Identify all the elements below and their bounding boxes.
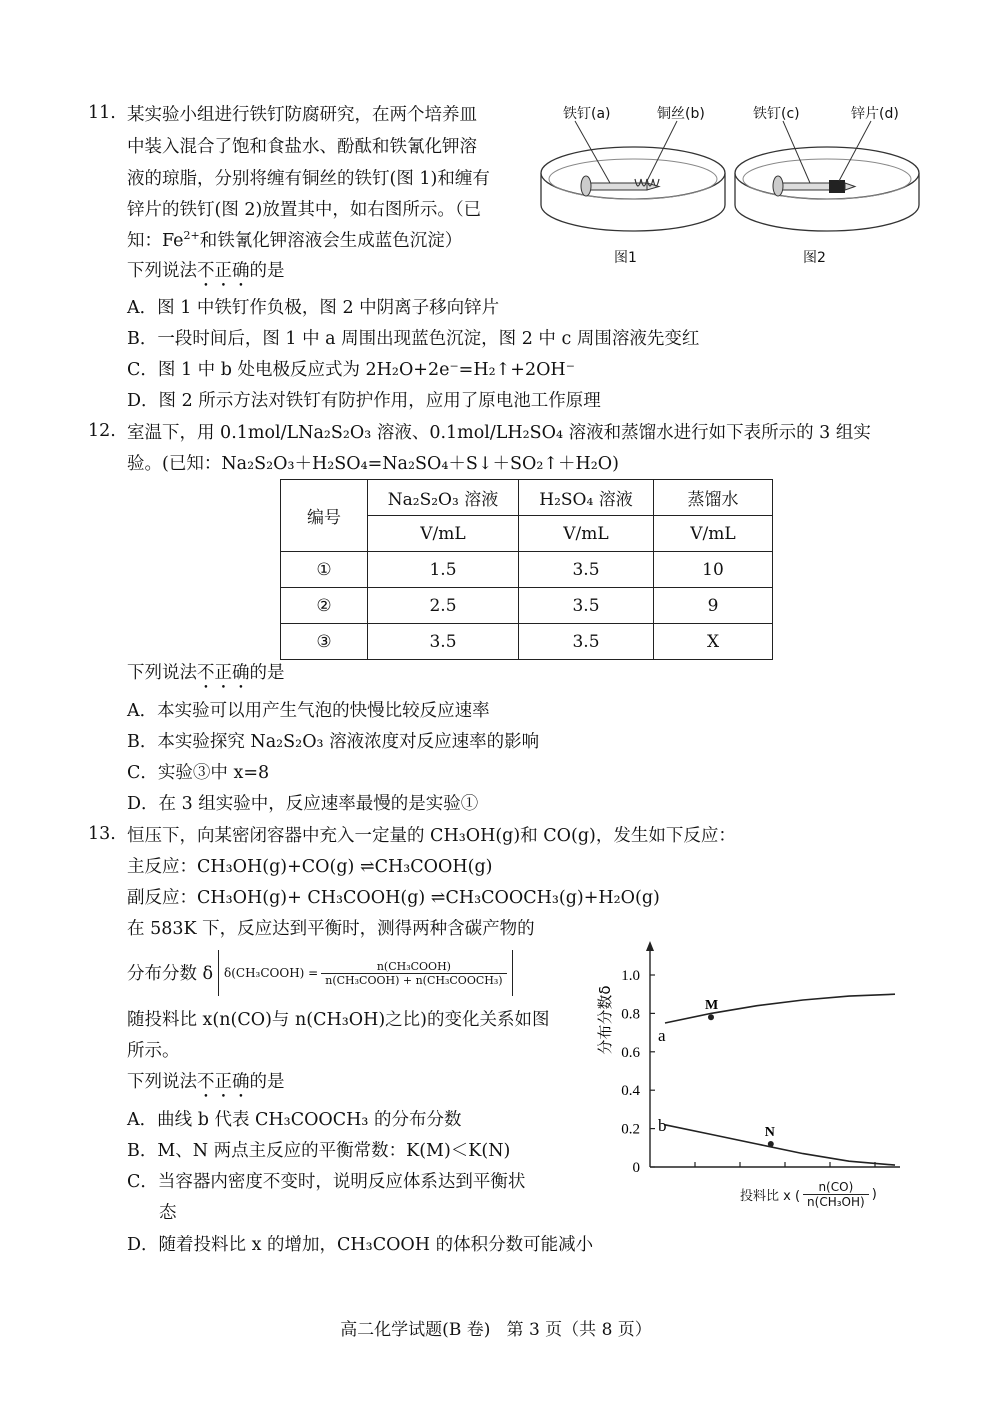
- equilibrium-arrow-icon: ⇌: [430, 888, 446, 908]
- table-unit-2: V/mL: [519, 516, 654, 552]
- q13-option-c-cont: 态: [159, 1203, 177, 1223]
- q11-line-4: 锌片的铁钉(图 2)放置其中，如右图所示。（已: [127, 200, 482, 220]
- q13-option-a: A．曲线 b 代表 CH₃COOCH₃ 的分布分数: [127, 1110, 462, 1130]
- table-col-3: 蒸馏水: [654, 480, 773, 516]
- table-cell: X: [654, 624, 773, 660]
- table-header-row: [281, 480, 773, 516]
- q13-question-pre: 下列说法: [127, 1072, 197, 1092]
- point-N: [768, 1141, 774, 1147]
- q11-question: [127, 259, 285, 291]
- q13-number: 13.: [88, 824, 116, 844]
- table-col-1: Na₂S₂O₃ 溶液: [368, 480, 519, 516]
- q13-line-5: 分布分数 δ: [127, 964, 214, 984]
- x-label-numerator: n(CO): [803, 1180, 869, 1195]
- q13-question-emph: 不正确: [197, 1072, 250, 1092]
- y-tick-label: 0.4: [621, 1083, 640, 1100]
- q13-option-d: D．随着投料比 x 的增加，CH₃COOH 的体积分数可能减小: [127, 1235, 594, 1255]
- y-tick-label: 0.6: [621, 1044, 640, 1061]
- q13-option-b: B．M、N 两点主反应的平衡常数：K(M)＜K(N): [127, 1141, 511, 1161]
- equilibrium-arrow-icon: ⇌: [359, 857, 375, 877]
- petri-dish-2: [735, 121, 919, 231]
- main-reaction-right: CH₃COOH(g): [374, 857, 493, 877]
- q13-question: [127, 1070, 285, 1102]
- x-label-post: ): [871, 1187, 877, 1202]
- q12-table: [280, 479, 773, 660]
- q13-main-reaction: [127, 855, 493, 879]
- q12-option-a: A．本实验可以用产生气泡的快慢比较反应速率: [127, 701, 490, 721]
- q11-question-pre: 下列说法: [127, 261, 197, 281]
- q12-question-post: 的是: [249, 663, 285, 683]
- table-cell: 2.5: [368, 588, 519, 624]
- q13-fraction-box: [218, 950, 513, 996]
- chart-points: [705, 998, 775, 1147]
- q11-line-5-pre: 知：Fe: [127, 231, 184, 251]
- q11-line-5: [127, 229, 462, 253]
- series-line-a: [665, 994, 895, 1023]
- q13-side-reaction: [127, 886, 660, 910]
- fraction-lhs: δ(CH₃COOH) =: [224, 966, 319, 980]
- table-cell: 9: [654, 588, 773, 624]
- q11-number: 11.: [88, 103, 116, 123]
- point-M: [708, 1014, 714, 1020]
- side-reaction-left: 副反应：CH₃OH(g)+ CH₃COOH(g): [127, 888, 431, 908]
- page-footer: 高二化学试题(B 卷) 第 3 页（共 8 页）: [340, 1320, 652, 1340]
- table-row: [281, 588, 773, 624]
- y-tick-label: 0: [632, 1160, 640, 1176]
- fig1-label-b: 铜丝(b): [657, 106, 705, 122]
- point-label-N: N: [764, 1124, 775, 1140]
- fig2-label-c: 铁钉(c): [753, 106, 800, 122]
- q13-line-1: 恒压下，向某密闭容器中充入一定量的 CH₃OH(g)和 CO(g)，发生如下反应：: [127, 826, 736, 846]
- fig2-label-d: 锌片(d): [851, 106, 899, 122]
- table-cell: 3.5: [368, 624, 519, 660]
- q13-line-6: 随投料比 x(n(CO)与 n(CH₃OH)之比)的变化关系如图: [127, 1010, 550, 1030]
- q12-question-pre: 下列说法: [127, 663, 197, 683]
- chart-x-label: [740, 1180, 877, 1209]
- table-col-2: H₂SO₄ 溶液: [519, 480, 654, 516]
- q11-line-2: 中装入混合了饱和食盐水、酚酞和铁氰化钾溶: [127, 137, 477, 157]
- y-axis-arrow-icon: [646, 941, 654, 951]
- series-label-a: a: [658, 1026, 666, 1045]
- q12-option-d: D．在 3 组实验中，反应速率最慢的是实验①: [127, 794, 479, 814]
- table-cell: 10: [654, 552, 773, 588]
- q11-question-emph: 不正确: [197, 261, 250, 281]
- fig2-caption: 图2: [803, 250, 826, 266]
- fig1-caption: 图1: [614, 250, 637, 266]
- q11-line-5-post: 和铁氰化钾溶液会生成蓝色沉淀）: [199, 231, 463, 251]
- table-cell: 3.5: [519, 552, 654, 588]
- q13-option-c: C．当容器内密度不变时，说明反应体系达到平衡状: [127, 1172, 526, 1192]
- q12-question: [127, 661, 285, 693]
- y-tick-label: 1.0: [621, 968, 640, 984]
- q12-option-c: C．实验③中 x=8: [127, 763, 270, 783]
- table-cell: ③: [281, 624, 368, 660]
- q12-line-1: 室温下，用 0.1mol/LNa₂S₂O₃ 溶液、0.1mol/LH₂SO₄ 溶液和蒸馏水进行如下表所示的 3 组实: [127, 423, 871, 443]
- chart-y-label: 分布分数δ: [596, 985, 614, 1055]
- point-label-M: M: [705, 998, 719, 1014]
- table-cell: 3.5: [519, 624, 654, 660]
- side-reaction-right: CH₃COOCH₃(g)+H₂O(g): [445, 888, 660, 908]
- q12-option-b: B．本实验探究 Na₂S₂O₃ 溶液浓度对反应速率的影响: [127, 732, 540, 752]
- fig1-label-a: 铁钉(a): [563, 106, 611, 122]
- q12-question-emph: 不正确: [197, 663, 250, 683]
- q13-line-4: 在 583K 下，反应达到平衡时，测得两种含碳产物的: [127, 919, 535, 939]
- table-row: [281, 624, 773, 660]
- table-unit-3: V/mL: [654, 516, 773, 552]
- q13-line-7: 所示。: [127, 1041, 180, 1061]
- table-cell: ①: [281, 552, 368, 588]
- table-row: [281, 552, 773, 588]
- x-label-fraction: [803, 1180, 869, 1209]
- table-cell: ②: [281, 588, 368, 624]
- chart-series: [658, 994, 895, 1165]
- q11-option-d: D．图 2 所示方法对铁钉有防护作用，应用了原电池工作原理: [127, 391, 601, 411]
- table-unit-1: V/mL: [368, 516, 519, 552]
- q11-option-c: C．图 1 中 b 处电极反应式为 2H₂O+2e⁻=H₂↑+2OH⁻: [127, 360, 575, 380]
- q12-number: 12.: [88, 421, 116, 441]
- y-tick-label: 0.2: [621, 1121, 640, 1138]
- table-cell: 3.5: [519, 588, 654, 624]
- x-label-pre: 投料比 x (: [740, 1189, 801, 1204]
- q11-option-a: A．图 1 中铁钉作负极，图 2 中阴离子移向锌片: [127, 298, 500, 318]
- q11-line-1: 某实验小组进行铁钉防腐研究，在两个培养皿: [127, 105, 477, 125]
- series-line-b: [665, 1125, 895, 1165]
- table-head-no: 编号: [281, 480, 368, 552]
- q13-question-post: 的是: [249, 1072, 285, 1092]
- series-label-b: b: [658, 1115, 667, 1135]
- y-tick-label: 0.8: [621, 1006, 640, 1023]
- fraction: [321, 960, 506, 987]
- q11-question-post: 的是: [249, 261, 285, 281]
- q11-option-b: B．一段时间后，图 1 中 a 周围出现蓝色沉淀，图 2 中 c 周围溶液先变红: [127, 329, 700, 349]
- q12-line-2: 验。(已知：Na₂S₂O₃＋H₂SO₄=Na₂SO₄＋S↓＋SO₂↑＋H₂O): [127, 454, 619, 474]
- q11-line-3: 液的琼脂，分别将缠有铜丝的铁钉(图 1)和缠有: [127, 169, 490, 189]
- table-cell: 1.5: [368, 552, 519, 588]
- fraction-numerator: n(CH₃COOH): [321, 960, 506, 974]
- x-label-denominator: n(CH₃OH): [807, 1195, 865, 1209]
- q11-line-5-sup: 2+: [183, 229, 200, 243]
- petri-dish-1: [541, 121, 725, 231]
- fraction-denominator: n(CH₃COOH) + n(CH₃COOCH₃): [325, 973, 503, 987]
- main-reaction-left: 主反应：CH₃OH(g)+CO(g): [127, 857, 360, 877]
